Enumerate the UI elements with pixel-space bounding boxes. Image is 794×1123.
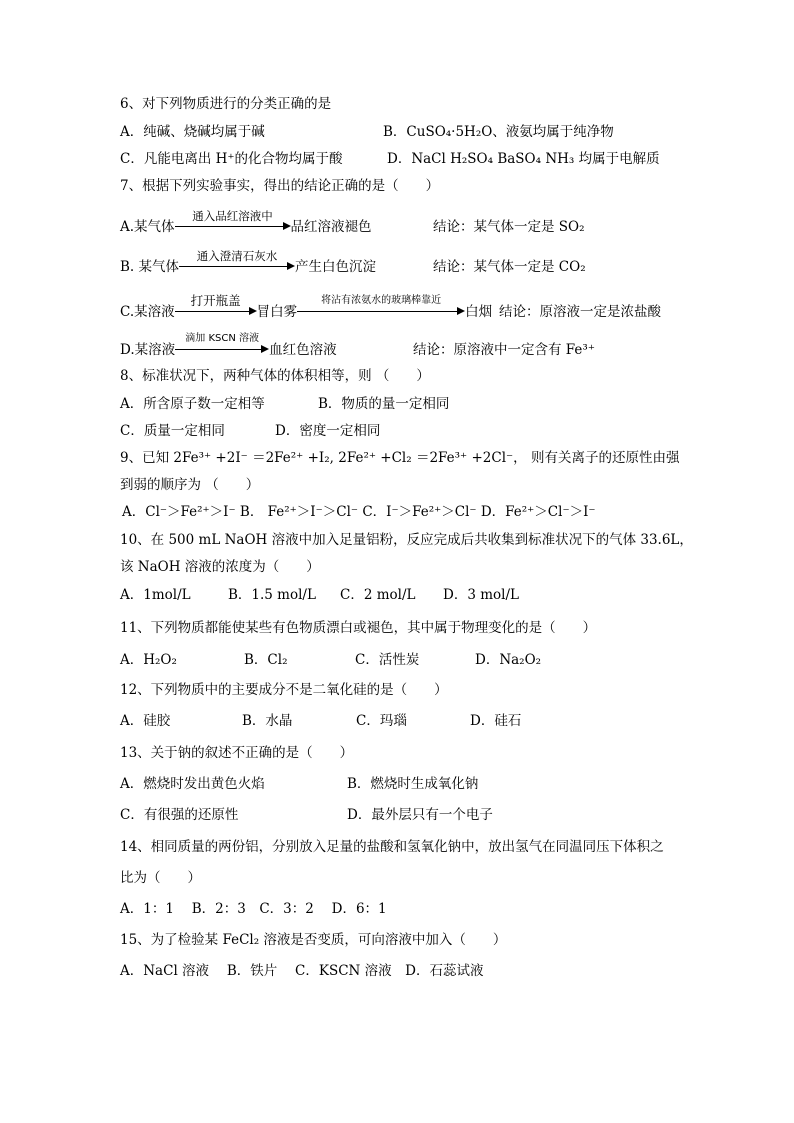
option-a-result: 品红溶液褪色	[290, 219, 372, 235]
question-7-conclusion-a: 结论：某气体一定是 SO₂	[433, 219, 585, 235]
option-a-start: A.某气体	[120, 219, 175, 235]
question-7-stem: 7、根据下列实验事实，得出的结论正确的是（ ）	[120, 178, 440, 194]
option-d-start: D.某溶液	[120, 342, 176, 358]
question-14-stem: 14、相同质量的两份铝，分别放入足量的盐酸和氢氧化钠中，放出氢气在同温同压下体积之	[120, 839, 664, 855]
question-9-options: A．Cl⁻＞Fe²⁺＞I⁻ B． Fe²⁺＞I⁻＞Cl⁻ C．I⁻＞Fe²⁺＞Cl⁻ D．Fe²⁺＞Cl⁻＞I⁻	[122, 504, 596, 520]
reaction-arrow	[179, 249, 295, 277]
question-8-stem: 8、标准状况下，两种气体的体积相等，则 （ ）	[120, 368, 430, 384]
option-c-result: 白烟	[465, 304, 493, 320]
question-10-option-d: D．3 mol/L	[443, 587, 519, 603]
question-7-option-a	[120, 209, 372, 237]
reaction-arrow	[175, 209, 291, 237]
question-7-option-d	[120, 332, 337, 360]
question-13-option-b: B．燃烧时生成氧化钠	[347, 776, 479, 792]
question-14-stem-continued: 比为（ ）	[120, 870, 201, 886]
question-11-stem: 11、下列物质都能使某些有色物质漂白或褪色，其中属于物理变化的是（ ）	[120, 620, 597, 636]
option-b-result: 产生白色沉淀	[295, 259, 377, 275]
reaction-arrow	[297, 294, 465, 322]
question-10-stem: 10、在 500 mL NaOH 溶液中加入足量铝粉，反应完成后共收集到标准状况下的气体 33.6L，	[120, 532, 693, 548]
arrow-label: 通入澄清石灰水	[196, 249, 278, 263]
question-13-option-d: D．最外层只有一个电子	[347, 807, 493, 823]
question-10-option-c: C．2 mol/L	[340, 587, 416, 603]
question-11-option-c: C．活性炭	[355, 652, 420, 668]
question-11-option-d: D．Na₂O₂	[475, 652, 542, 668]
reaction-arrow	[175, 294, 257, 322]
question-12-option-c: C．玛瑙	[356, 713, 407, 729]
option-c-mid: 冒白雾	[256, 304, 298, 320]
question-6-option-a: A．纯碱、烧碱均属于碱	[120, 124, 265, 140]
question-7-conclusion-d: 结论：原溶液中一定含有 Fe³⁺	[413, 342, 595, 358]
question-11-option-b: B．Cl₂	[244, 652, 288, 668]
option-c-start: C.某溶液	[120, 304, 175, 320]
question-6-option-d: D．NaCl H₂SO₄ BaSO₄ NH₃ 均属于电解质	[387, 151, 660, 167]
question-8-option-d: D．密度一定相同	[275, 423, 381, 439]
question-10-option-a: A．1mol/L	[120, 587, 191, 603]
question-7-option-b	[120, 249, 376, 277]
question-12-option-a: A．硅胶	[120, 713, 171, 729]
question-10-stem-continued: 该 NaOH 溶液的浓度为（ ）	[120, 559, 320, 575]
question-7-option-c	[120, 294, 492, 322]
question-10-option-b: B．1.5 mol/L	[228, 587, 316, 603]
arrow-label: 滴加 KSCN 溶液	[185, 333, 259, 344]
question-12-option-b: B．水晶	[242, 713, 293, 729]
question-7-conclusion-b: 结论：某气体一定是 CO₂	[433, 259, 586, 275]
question-13-option-c: C．有很强的还原性	[120, 807, 239, 823]
reaction-arrow	[175, 332, 269, 360]
option-d-result: 血红色溶液	[269, 342, 337, 358]
question-7-conclusion-c: 结论：原溶液一定是浓盐酸	[499, 304, 661, 320]
question-13-option-a: A．燃烧时发出黄色火焰	[120, 776, 265, 792]
question-12-option-d: D．硅石	[470, 713, 522, 729]
question-12-stem: 12、下列物质中的主要成分不是二氧化硅的是（ ）	[120, 682, 448, 698]
question-8-option-a: A．所含原子数一定相等	[120, 396, 265, 412]
question-9-stem: 9、已知 2Fe³⁺ +2I⁻ ＝2Fe²⁺ +I₂, 2Fe²⁺ +Cl₂ ＝2Fe³⁺ +2Cl⁻， 则有关离子的还原性由强	[120, 450, 680, 466]
arrow-label: 将沾有浓氨水的玻璃棒靠近	[321, 295, 442, 306]
question-6-stem: 6、对下列物质进行的分类正确的是	[120, 96, 332, 112]
question-8-option-c: C．质量一定相同	[120, 423, 225, 439]
question-15-stem: 15、为了检验某 FeCl₂ 溶液是否变质，可向溶液中加入（ ）	[120, 932, 507, 948]
question-8-option-b: B．物质的量一定相同	[318, 396, 450, 412]
arrow-label: 通入品红溶液中	[192, 209, 273, 223]
question-13-stem: 13、关于钠的叙述不正确的是（ ）	[120, 745, 354, 761]
question-6-option-b: B．CuSO₄·5H₂O、液氨均属于纯净物	[383, 124, 614, 140]
option-b-start: B. 某气体	[120, 259, 180, 275]
question-9-stem-continued: 到弱的顺序为 （ ）	[120, 477, 260, 493]
question-14-options: A．1：1 B．2：3 C．3：2 D．6：1	[120, 901, 387, 917]
question-6-option-c: C．凡能电离出 H⁺的化合物均属于酸	[120, 151, 343, 167]
question-15-options: A．NaCl 溶液 B．铁片 C．KSCN 溶液 D．石蕊试液	[120, 963, 484, 979]
arrow-label: 打开瓶盖	[190, 293, 241, 308]
question-11-option-a: A．H₂O₂	[120, 652, 177, 668]
